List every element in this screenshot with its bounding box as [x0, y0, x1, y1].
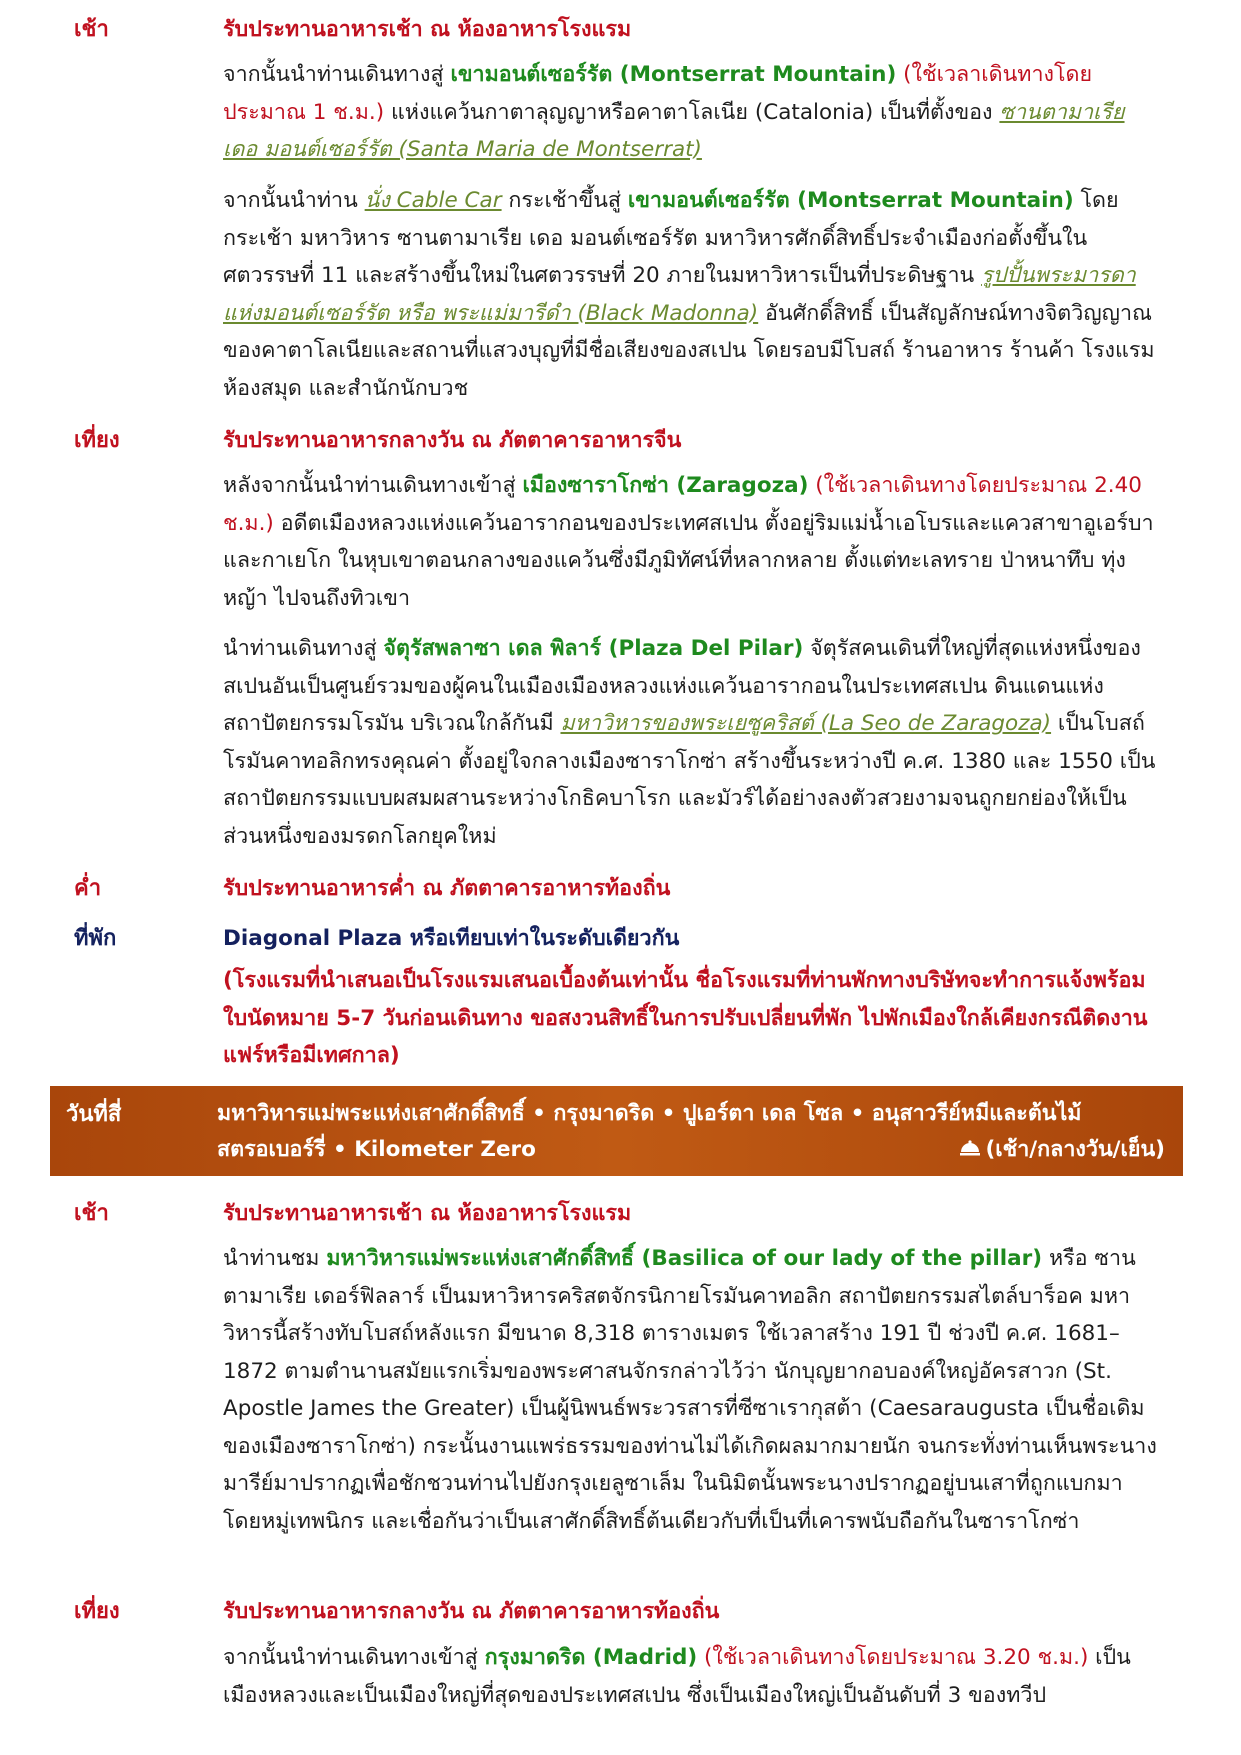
travel-time-madrid: (ใช้เวลาเดินทางโดยประมาณ 3.20 ช.ม.) [697, 1645, 1089, 1670]
paragraph-basilica: นำท่านชม มหาวิหารแม่พระแห่งเสาศักดิ์สิทธิ์ (Basilica of our lady of the pillar) หรือ ซานตามาเรีย เดอร์ฟิลลาร์ เป็นมหาวิหารคริสตจักรนิกายโรมันคาทอลิก สถาปัตยกรรมสไตล์บาร็อค มหาวิหารนี้สร้างทับโบสถ์หลังแรก มีขนาด 8,318 ตารางเมตร ใช้เวลาสร้าง 191 ปี ช่วงปี ค.ศ. 1681–1872 ตามตำนานสมัยแรกเริ่มของพระศาสนจักรกล่าวไว้ว่า นักบุญยากอบองค์ใหญ่อัครสาวก (St. Apostle James the Greater) เป็นผู้นิพนธ์พระวรสารที่ซีซาเรากุสต้า (Caesaraugusta เป็นชื่อเดิมของเมืองซาราโกซ่า) กระนั้นงานแพร่ธรรมของท่านไม่ได้เกิดผลมากมายนัก จนกระทั่งท่านเห็นพระนางมารีย์มาปรากฏเพื่อชักชวนท่านไปยังกรุงเยลูซาเล็ม ในนิมิตนั้นพระนางปรากฏอยู่บนเสาที่ถูกแบกมาโดยหมู่เทพนิกร และเชื่อกันว่าเป็นเสาศักดิ์สิทธิ์ต้นเดียวกับที่เป็นที่เคารพนับถือกันในซาราโกซ่า [223, 1246, 1157, 1534]
dinner-label: ค่ำ [74, 876, 102, 901]
place-montserrat-2: เขามอนต์เซอร์รัต (Montserrat Mountain) [627, 188, 1074, 213]
dinner-text: รับประทานอาหารค่ำ ณ ภัตตาคารอาหารท้องถิ่น [223, 876, 671, 901]
lunch-text: รับประทานอาหารกลางวัน ณ ภัตตาคารอาหารจีน [223, 428, 682, 453]
breakfast-label: เช้า [74, 17, 109, 42]
link-cable-car[interactable]: นั่ง Cable Car [364, 188, 502, 213]
lunch-label-day4: เที่ยง [74, 1599, 120, 1624]
paragraph-plaza-del-pilar: นำท่านเดินทางสู่ จัตุรัสพลาซา เดล พิลาร์ (Plaza Del Pilar) จัตุรัสคนเดินที่ใหญ่ที่สุดแห่งหนึ่งของสเปนอันเป็นศูนย์รวมของผู้คนในเมืองเมืองหลวงแห่งแคว้นอารากอนในประเทศสเปน ดินแดนแห่งสถาปัตยกรรมโรมัน บริเวณใกล้กันมี มหาวิหารของพระเยซูคริสต์ (La Seo de Zaragoza) เป็นโบสถ์โรมันคาทอลิกทรงคุณค่า ตั้งอยู่ใจกลางเมืองซาราโกซ่า สร้างขึ้นระหว่างปี ค.ศ. 1380 และ 1550 เป็นสถาปัตยกรรมแบบผสมผสานระหว่างโกธิคบาโรก และมัวร์ได้อย่างลงตัวสวยงามจนถูกยกย่องให้เป็นส่วนหนึ่งของมรดกโลกยุคใหม่ [223, 636, 1156, 849]
link-santa-maria[interactable]: ซานตามาเรีย เดอ มอนต์เซอร์รัต (Santa Maria de Montserrat) [223, 99, 1125, 162]
place-madrid: กรุงมาดริด (Madrid) [484, 1645, 698, 1670]
day-meals: (เช้า/กลางวัน/เย็น) [959, 1132, 1165, 1166]
lunch-label: เที่ยง [74, 428, 120, 453]
hotel-name: Diagonal Plaza หรือเทียบเท่าในระดับเดียวกัน [223, 926, 680, 951]
paragraph-zaragoza: หลังจากนั้นนำท่านเดินทางเข้าสู่ เมืองซาราโกซ่า (Zaragoza) (ใช้เวลาเดินทางโดยประมาณ 2.40 ช.ม.) อดีตเมืองหลวงแห่งแคว้นอารากอนของประเทศสเปน ตั้งอยู่ริมแม่น้ำเอโบรและแควสาขาอูเอร์บาและกาเยโก ในหุบเขาตอนกลางของแคว้นซึ่งมีภูมิทัศน์ที่หลากหลาย ตั้งแต่ทะเลทราย ป่าหนาทึบ ทุ่งหญ้า ไปจนถึงทิวเขา [223, 473, 1154, 611]
breakfast-text-day4: รับประทานอาหารเช้า ณ ห้องอาหารโรงแรม [223, 1201, 632, 1226]
link-la-seo[interactable]: มหาวิหารของพระเยซูคริสต์ (La Seo de Zaragoza) [560, 711, 1052, 736]
hotel-note: (โรงแรมที่นำเสนอเป็นโรงแรมเสนอเบื้องต้นเท่านั้น ชื่อโรงแรมที่ท่านพักทางบริษัทจะทำการแจ้งพร้อมใบนัดหมาย 5-7 วันก่อนเดินทาง ขอสงวนสิทธิ์ในการปรับเปลี่ยนที่พัก ไปพักเมืองใกล้เคียงกรณีติดงานแฟร์หรือมีเทศกาล) [223, 968, 1148, 1068]
day-label: วันที่สี่ [66, 1102, 122, 1127]
dining-icon [959, 1137, 981, 1163]
paragraph-cable-car: จากนั้นนำท่าน นั่ง Cable Car กระเช้าขึ้นสู่ เขามอนต์เซอร์รัต (Montserrat Mountain) โดยกระเช้า มหาวิหาร ซานตามาเรีย เดอ มอนต์เซอร์รัต มหาวิหารศักดิ์สิทธิ์ประจำเมืองก่อตั้งขึ้นในศตวรรษที่ 11 และสร้างขึ้นใหม่ในศตวรรษที่ 20 ภายในมหาวิหารเป็นที่ประดิษฐาน รูปปั้นพระมารดาแห่งมอนต์เซอร์รัต หรือ พระแม่มารีดำ (Black Madonna) อันศักดิ์สิทธิ์ เป็นสัญลักษณ์ทางจิตวิญญาณของคาตาโลเนียและสถานที่แสวงบุญที่มีชื่อเสียงของสเปน โดยรอบมีโบสถ์ ร้านอาหาร ร้านค้า โรงแรม ห้องสมุด และสำนักนักบวช [223, 188, 1155, 401]
place-zaragoza: เมืองซาราโกซ่า (Zaragoza) [522, 473, 809, 498]
travel-time: (ใช้เวลาเดินทางโดยประมาณ 1 ช.ม.) [223, 62, 1093, 125]
breakfast-label-day4: เช้า [74, 1201, 109, 1226]
paragraph-madrid: จากนั้นนำท่านเดินทางเข้าสู่ กรุงมาดริด (Madrid) (ใช้เวลาเดินทางโดยประมาณ 3.20 ช.ม.) เป็นเมืองหลวงและเป็นเมืองใหญ่ที่สุดของประเทศสเปน ซึ่งเป็นเมืองใหญ่เป็นอันดับที่ 3 ของทวีป [223, 1645, 1131, 1708]
lunch-text-day4: รับประทานอาหารกลางวัน ณ ภัตตาคารอาหารท้องถิ่น [223, 1599, 720, 1624]
travel-time-zaragoza: (ใช้เวลาเดินทางโดยประมาณ 2.40 ช.ม.) [223, 473, 1142, 536]
day-highlights-line2: สตรอเบอร์รี่ • Kilometer Zero [217, 1137, 536, 1162]
place-plaza-del-pilar: จัตุรัสพลาซา เดล พิลาร์ (Plaza Del Pilar) [383, 636, 804, 661]
place-montserrat: เขามอนต์เซอร์รัต (Montserrat Mountain) [450, 62, 897, 87]
breakfast-text: รับประทานอาหารเช้า ณ ห้องอาหารโรงแรม [223, 17, 632, 42]
link-black-madonna[interactable]: รูปปั้นพระมารดาแห่งมอนต์เซอร์รัต หรือ พระแม่มารีดำ (Black Madonna) [223, 263, 1136, 326]
stay-label: ที่พัก [74, 926, 117, 951]
day-four-banner [50, 1086, 1183, 1176]
place-basilica: มหาวิหารแม่พระแห่งเสาศักดิ์สิทธิ์ (Basilica of our lady of the pillar) [326, 1246, 1043, 1271]
day-highlights-line1: มหาวิหารแม่พระแห่งเสาศักดิ์สิทธิ์ • กรุงมาดริด • ปูเอร์ตา เดล โซล • อนุสาวรีย์หมีและต้นไม้ [217, 1101, 1082, 1126]
paragraph-montserrat-intro: จากนั้นนำท่านเดินทางสู่ เขามอนต์เซอร์รัต (Montserrat Mountain) (ใช้เวลาเดินทางโดยประมาณ 1 ช.ม.) แห่งแคว้นกาตาลุญญาหรือคาตาโลเนีย (Catalonia) เป็นที่ตั้งของ ซานตามาเรีย เดอ มอนต์เซอร์รัต (Santa Maria de Montserrat) [223, 62, 1125, 162]
